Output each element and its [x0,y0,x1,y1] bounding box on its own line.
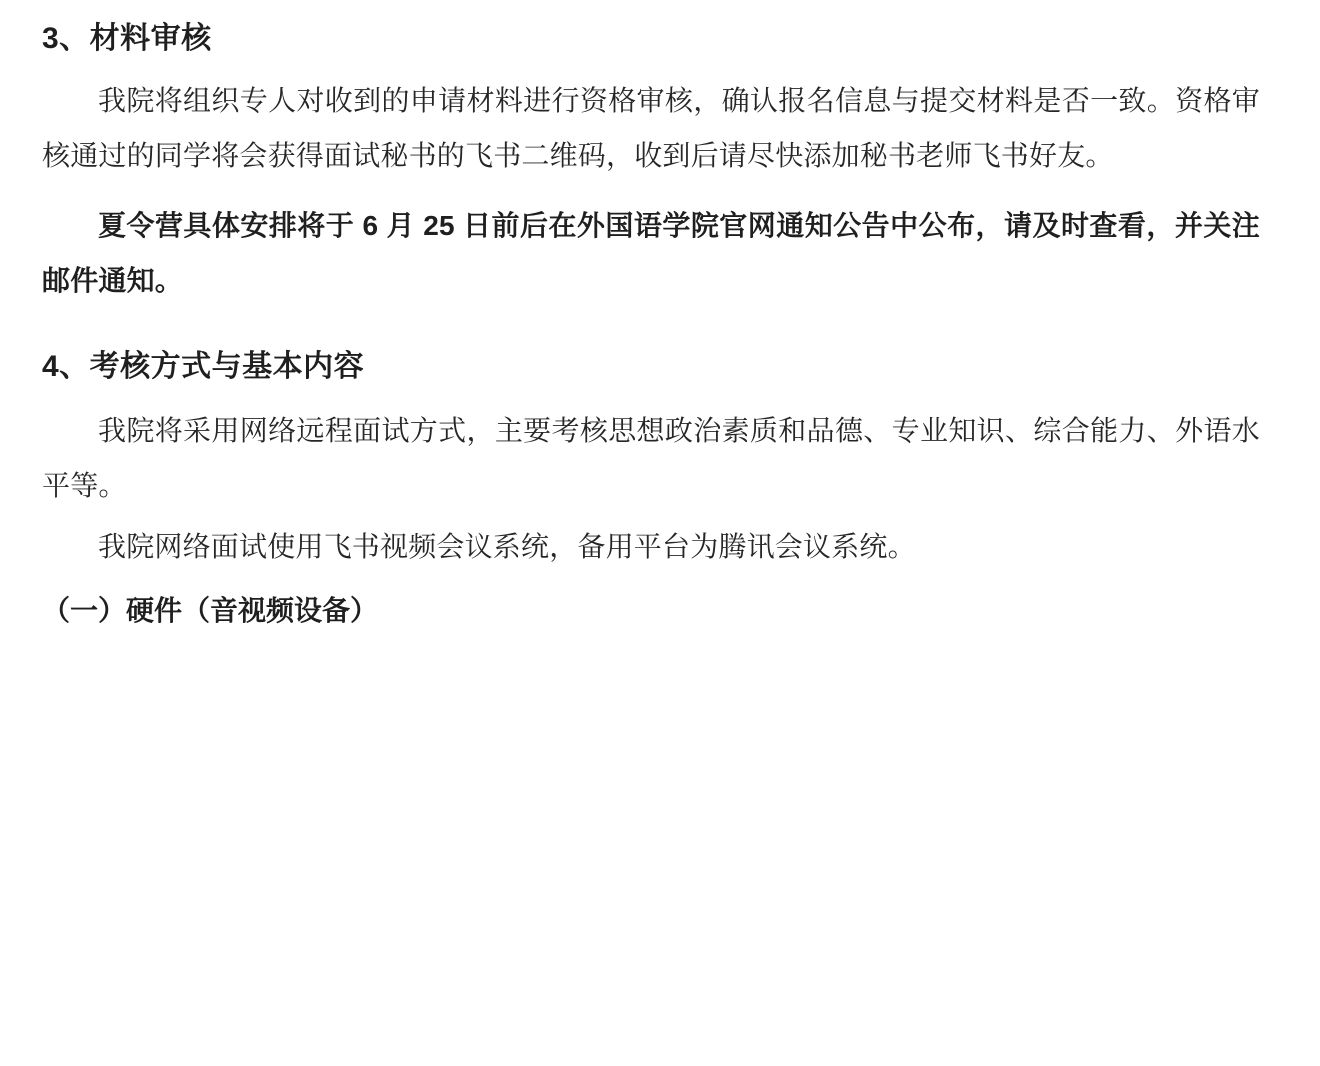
section-heading-assessment-method: 4、考核方式与基本内容 [42,350,365,384]
paragraph-schedule-announcement: 夏令营具体安排将于 6 月 25 日前后在外国语学院官网通知公告中公布，请及时查看，并关注邮件通知。 [42,210,1260,296]
paragraph-remote-interview: 我院将采用网络远程面试方式，主要考核思想政治素质和品德、专业知识、综合能力、外语水平等。 [42,415,1260,501]
subheading-hardware-requirements: （一）硬件（音视频设备） [42,595,379,627]
section-heading-material-review: 3、材料审核 [42,22,212,55]
paragraph-material-review-process: 我院将组织专人对收到的申请材料进行资格审核，确认报名信息与提交材料是否一致。资格审核通过的同学将会获得面试秘书的飞书二维码，收到后请尽快添加秘书老师飞书好友。 [42,85,1260,171]
paragraph-meeting-platform: 我院网络面试使用飞书视频会议系统，备用平台为腾讯会议系统。 [98,530,916,562]
